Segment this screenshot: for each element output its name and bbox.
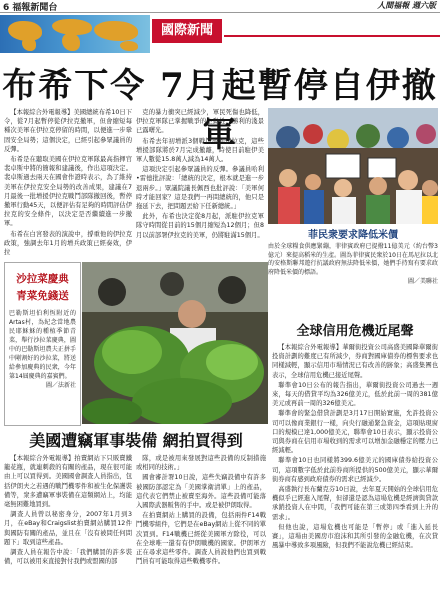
paragraph: 克的暴力衝突已經減少，軍民死傷也降低，伊拉克軍隊已掌握戰爭的主動性，勝利的淺景已露曙光。: [136, 109, 264, 135]
paragraph: 此外，布希也決定從8月起，派駐伊拉克軍隊守時間從目前的15個月縮短為12個月；但8月以前部署伊拉克的美軍，仍將駐滿15個月。: [136, 213, 264, 239]
story4-headline: 美國遭竊軍事裝備 網拍買得到: [29, 431, 243, 450]
paragraph: 布希在白宮發表的演說中，撐重他的伊拉克政策，強調去年1月的增兵政策已經奏效，伊拉: [4, 230, 132, 256]
salad-festival-photo: [82, 262, 268, 424]
paragraph: 在拍賣網站上購買的設備，包括兩件F14戰鬥機零組件，它們是在eBay網站上從不同的單次買到。F14戰機已經從美國軍方除役，可以在全球唯一還有有伊朗戰機的國家。伊朗軍方正在尋求這些零件。調查人員說他們也買到戰鬥員有可能取得這些戰機零件。: [136, 512, 266, 566]
photo-credit: 圖／美聯社: [407, 278, 438, 286]
paragraph: 國會審計署10日說，這些失竊設備中有許多被國防部認定為「美國掌衛清單」上的產品，這代表它們禁止被賣至海外。這些設備可能落入國際武器販售的手中。或是被伊朗取得。: [136, 474, 266, 510]
newspaper-logo: 人間福報 週六版: [377, 1, 436, 10]
paragraph: 隊，或是被用來發展對這些設備的反制措施或相同的技術。」: [136, 455, 266, 472]
story3: [272, 320, 438, 605]
salad-caption-box: [4, 262, 81, 426]
photo-credit: 圖／法新社: [45, 382, 76, 389]
section-title: 國際新聞: [152, 19, 222, 43]
caption-title-line-2: 青菜免錢送: [16, 290, 69, 302]
page-number: 6 福報新聞台: [3, 3, 58, 13]
caption-title: 菲民衆要求降低米價: [308, 230, 398, 241]
protest-caption: [268, 226, 438, 287]
story1-column-2: [136, 108, 264, 256]
paragraph: 調查人員在報告中說：「我們購買的許多裝備，可以被用來直接對付我們或盟國的部: [4, 549, 132, 566]
caption-text: 巴勒斯坦伯利恆附近的Artas村，為紀念當地農民耶穌穌的種植季節青菜，舉行沙拉菜慶典，圖中的巴勒斯坦農夫正拼手中剛割好的沙拉菜，將送給參加慶典的民衆，今年第14屆慶典的嘉賓們。: [9, 310, 76, 380]
paragraph: 但他也說，這場危機也可能是「暫停」或「進入延長賽」，這場由美國房市泡沫和其所引發的金融危機，在次貸風暴中導致多項風險，但我們不能說危機已經結束。: [272, 523, 438, 550]
headline-main: 布希下令 7月起暫停自伊撤軍: [2, 66, 438, 155]
paragraph: 【本報綜合外電報導】華爾街投資公司高盛美國降華爾街投資計劃的難度已有所減少，券商對國庫債券的標售要求也同樣減輕，顯示信用市場情況已有改善的跡象；高盛集團也表示，全球信用危機已接近尾聲。: [272, 344, 438, 379]
protest-photo: [268, 108, 438, 224]
paragraph: 這項決定引起參眾議員的反彈。參議員哈利•雷德批評說：「總統的決定，根本就是進一步退兩步。」眾議院議長佩西也批評說：「美軍何時才能回家？這是我們一再問總統的，他只是拖延下去，把問題丟給下任新總統。」: [136, 166, 264, 211]
paragraph: 高盛執行長布蘭克芬10日說，去年夏天開始的全球信用危機似乎已經進入尾聲，但卻還是認為這場危機是經濟與貸款承銷投資人在中間，「我們可能在第三或第四季看到上升的需求」。: [272, 486, 438, 521]
section-rule: [224, 35, 440, 37]
story1-column-1: [4, 108, 132, 256]
page-header: [0, 0, 440, 13]
world-map-icon: [0, 15, 150, 53]
paragraph: 調查人員曾以秘密身分，2007年1月到3月，在eBay和Craigslist拍賣網站購買12件與國防有關的產品，並且在「沒有被問任何問題下」取到這些產品。: [4, 511, 132, 546]
paragraph: 【本報綜合外電報導】美國總統布希10日下令，從7月起暫停從伊拉克撤軍，但會縮短每種次美軍在伊拉克停留的時間，以便進一步鞏固安全局勢；這個決定，已經引起參眾議員的反彈。: [4, 109, 132, 153]
paragraph: 聯準會的緊急借貸計劃是3月17日開始實施，允許投資公司可以像商業銀行一樣，向央行融通緊急資金，這項貼現窗口的規模已達1,000億美元，聯準會10日表示，顯示投資公司與券商在信用市場收到的需求可以增加金融穩定的壓力已經減輕。: [272, 410, 438, 455]
section-banner: [0, 13, 440, 55]
story4-column-2: [136, 454, 266, 606]
paragraph: 布希去年初增派3個戰鬥旅到伊拉克，這些增援部隊將於7月完成撤離，時使目前駐伊美軍人數從15.8萬人減為14萬人。: [136, 137, 264, 164]
paragraph: 聯準會10日公布的報告指出，華爾街投資公司過去一週來，每天的借貸平均為326億美元，低於此前一周的381億美元或再前一周的326億美元。: [272, 381, 438, 408]
caption-title-line-1: 沙拉菜慶典: [16, 273, 69, 285]
caption-text: 由於全球糧食供應緊繃，菲律賓政府已提撥11億美元（約台幣3億元）來提高稻米的生產。圖為菲律賓民衆於10日在馬尼拉以北的安格斯聯邦遊行抗議政府無法降低米價，她們手持寫有要求政府降低米價的標語。: [268, 243, 438, 276]
paragraph: 【本報綜合外電報導】拍賣網站下只販賣鐵籠花瓶，就連刺殺的有關的產品，現在很可能由上可以買得到。美國國會調查人員指出，包括伊朗夫之若遇的戰鬥機零件和被生化保護裝備等，衆多遭竊軍事裝備在這類網站上，均能毫無困難地買到。: [4, 455, 132, 509]
story4-column-1: [4, 454, 132, 606]
story3-body: [272, 343, 438, 605]
paragraph: 布希是在聽取美國在伊拉克軍隊最高指揮官裴卓斯中將的簡報和建議後，作出這項決定。裴卓斯過去兩天在國會作證時表示，為了維持美軍在伊拉克安全局勢的改善成果，建議在7月最後一批增援伊拉克戰鬥部隊撤回後，暫停撤軍行動45天，以便評估有足夠的時間評估伊拉克的安全條件，以決定是否繼續進一步撤軍。: [4, 156, 132, 228]
story3-headline: 全球信用危機近尾聲: [296, 324, 414, 339]
paragraph: 聯準會10日也同樣將399.6億美元的國庫債券給投資公司，這項數字低於此前券商所提供的500億美元，顯示華爾街券商有感到政府債券的需求已經減少。: [272, 457, 438, 483]
